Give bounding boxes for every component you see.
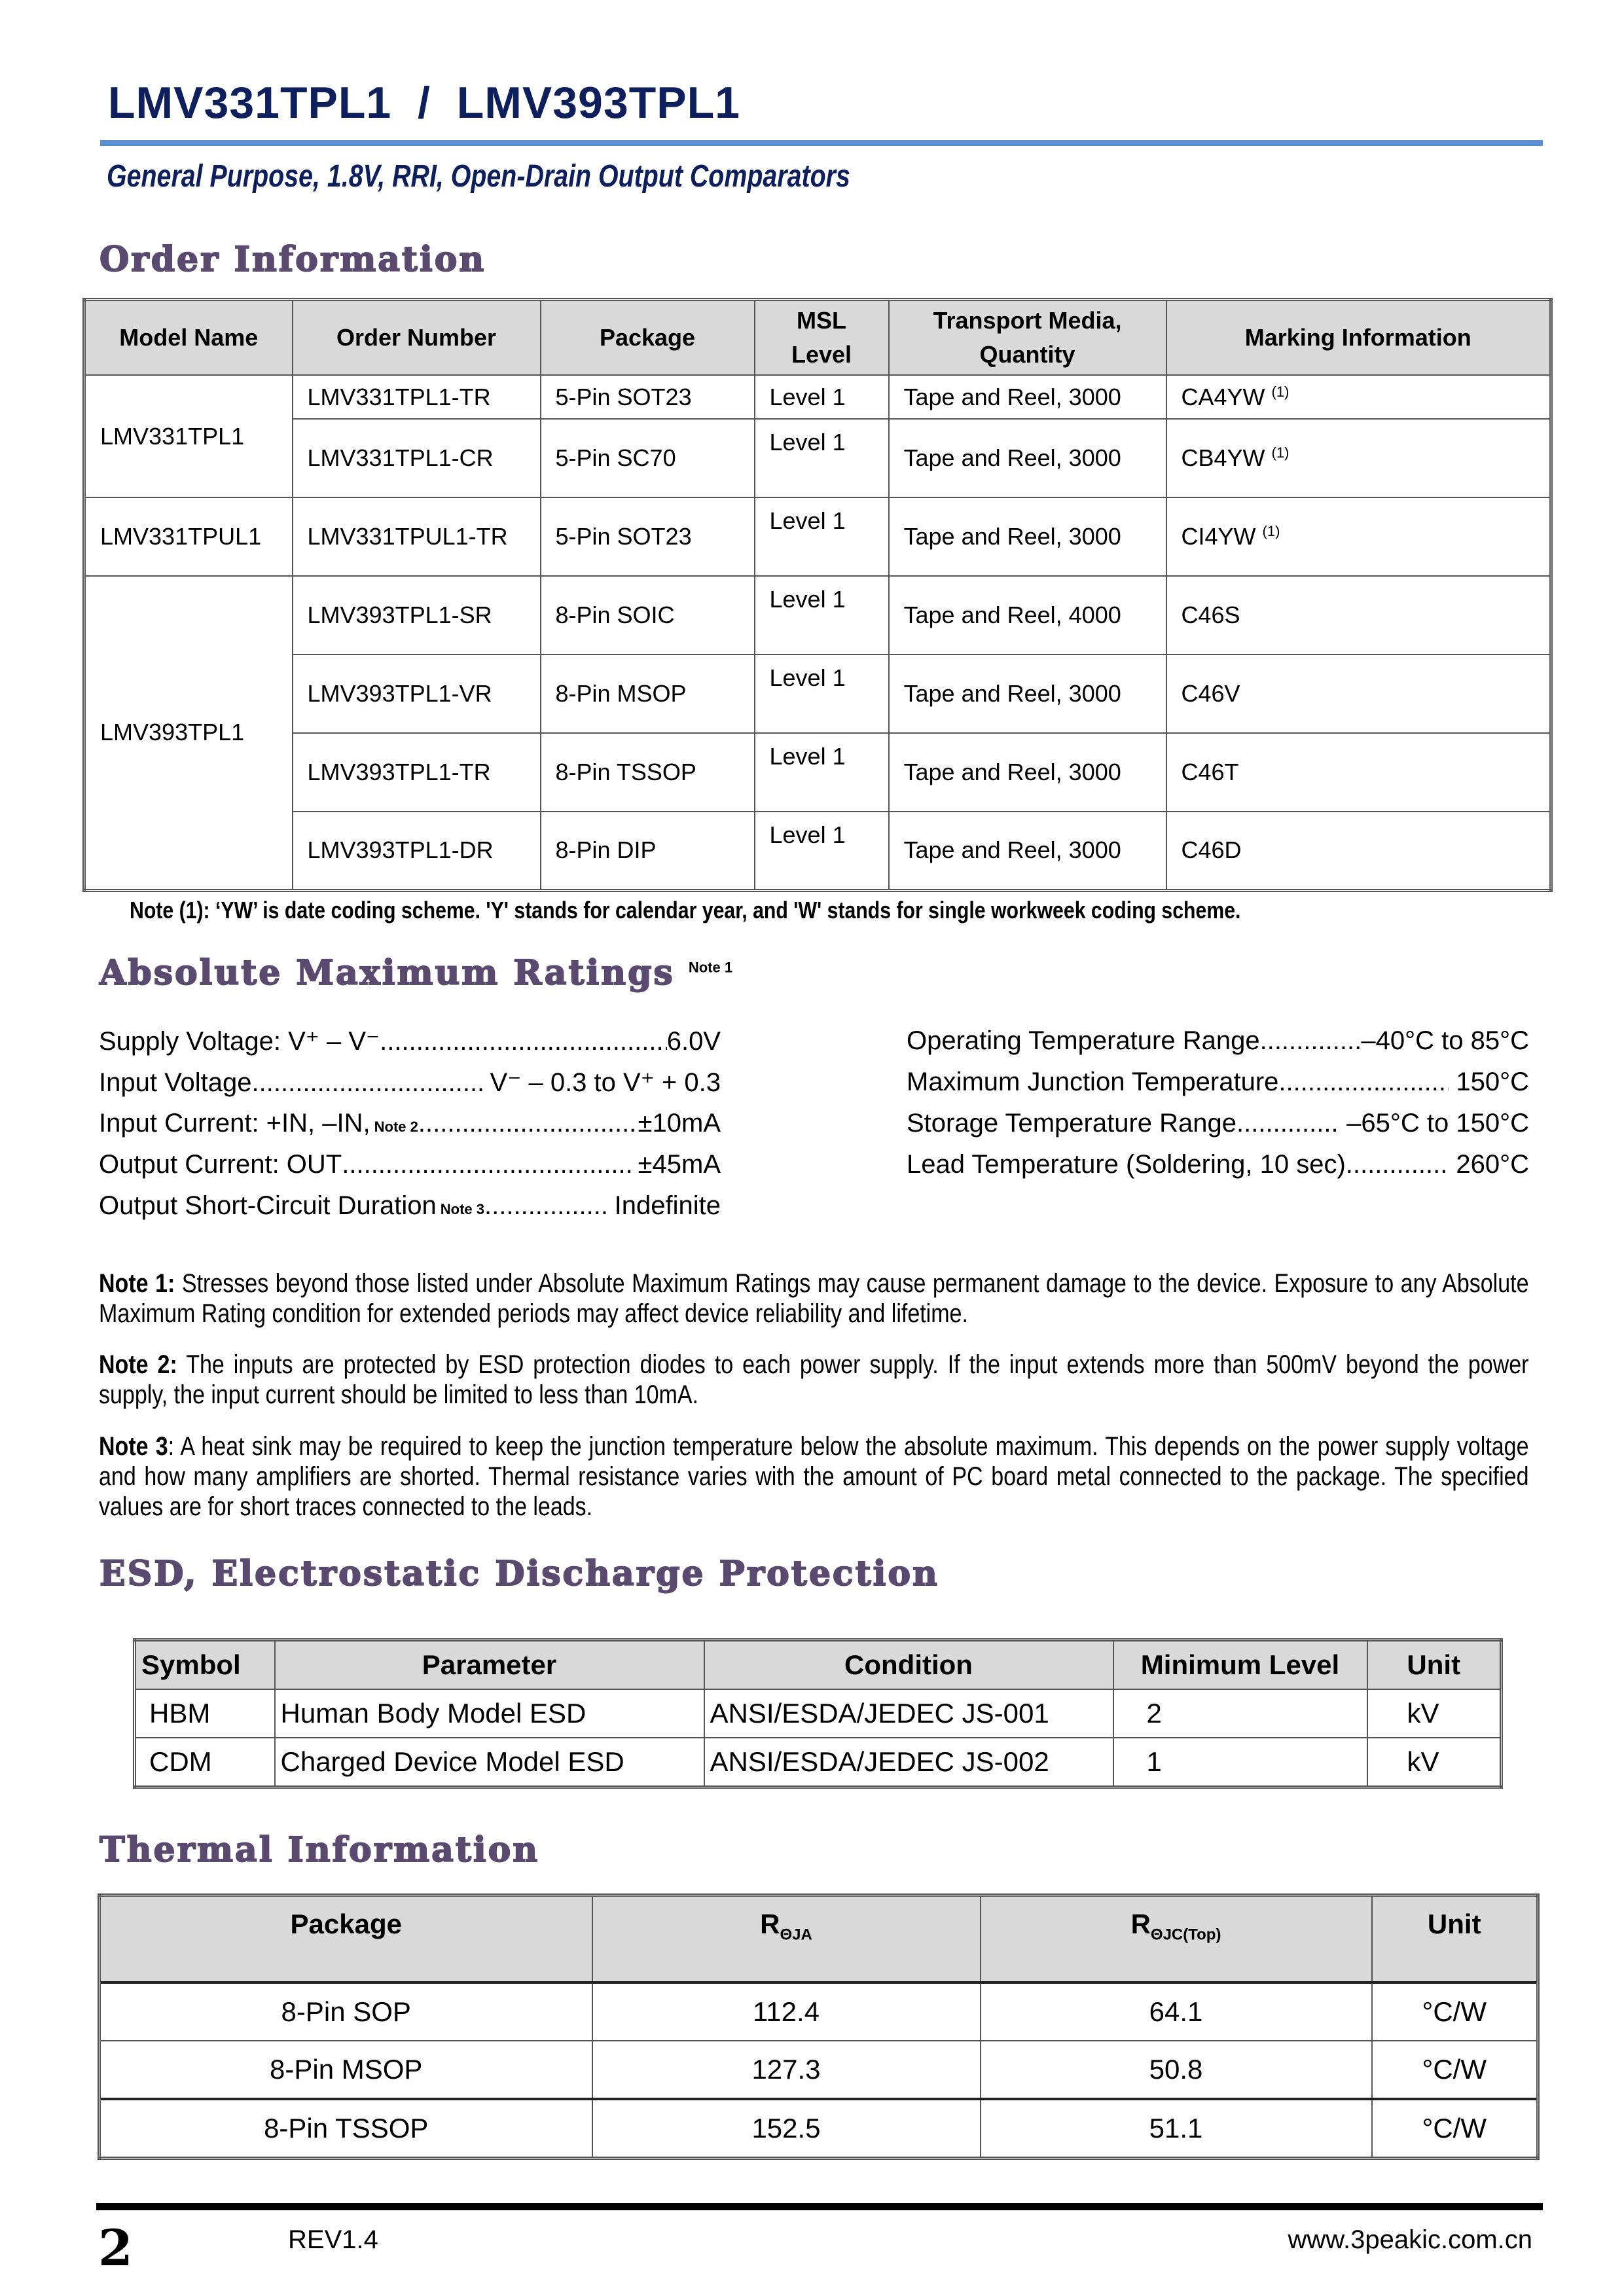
table-row bbox=[84, 497, 1551, 576]
rating-note: Note 2 bbox=[374, 1119, 418, 1135]
rja-cell: 127.3 bbox=[592, 2041, 981, 2099]
table-row bbox=[84, 419, 1551, 497]
footnote-ref: (1) bbox=[1262, 523, 1280, 539]
thermal-table bbox=[98, 1893, 1540, 2160]
rating-value: ±45mA bbox=[630, 1150, 721, 1179]
table-row bbox=[99, 2099, 1538, 2159]
table-row bbox=[99, 2041, 1538, 2099]
package-cell: 8-Pin TSSOP bbox=[541, 733, 755, 812]
package-cell: 8-Pin SOIC bbox=[541, 576, 755, 655]
marking: CA4YW bbox=[1181, 383, 1265, 410]
rating-value: V⁻ – 0.3 to V⁺ + 0.3 bbox=[482, 1068, 721, 1097]
rating-label: Output Current: OUT bbox=[99, 1150, 342, 1179]
esd-table bbox=[133, 1638, 1503, 1789]
unit-cell: kV bbox=[1367, 1738, 1502, 1787]
website-link[interactable]: www.3peakic.com.cn bbox=[1288, 2225, 1532, 2254]
order-number-cell: LMV331TPL1-CR bbox=[293, 419, 541, 497]
unit-cell: kV bbox=[1367, 1689, 1502, 1738]
transport-header: Transport Media, Quantity bbox=[933, 306, 1122, 368]
column-header bbox=[755, 300, 889, 376]
column-header: Package bbox=[99, 1895, 592, 1983]
absolute-maximum-ratings-heading bbox=[99, 953, 732, 993]
level-cell: 2 bbox=[1113, 1689, 1367, 1738]
table-row bbox=[84, 812, 1551, 890]
rating-value: Indefinite bbox=[607, 1191, 721, 1220]
header-text: R bbox=[760, 1909, 780, 1939]
thermal-information-heading: Thermal Information bbox=[99, 1830, 540, 1870]
note-label: Note 2: bbox=[99, 1350, 177, 1379]
table-header-row bbox=[135, 1640, 1502, 1690]
rating-item bbox=[99, 1026, 721, 1067]
unit-cell: °C/W bbox=[1372, 2041, 1538, 2099]
transport-cell: Tape and Reel, 3000 bbox=[889, 419, 1166, 497]
msl-header: MSL Level bbox=[791, 306, 852, 368]
dot-leader bbox=[1260, 1026, 1362, 1056]
condition-cell: ANSI/ESDA/JEDEC JS-002 bbox=[704, 1738, 1113, 1787]
column-header bbox=[889, 300, 1166, 376]
transport-cell: Tape and Reel, 4000 bbox=[889, 576, 1166, 655]
msl-cell: Level 1 bbox=[755, 375, 889, 419]
note-label: Note 3 bbox=[99, 1432, 168, 1461]
order-number-cell: LMV393TPL1-TR bbox=[293, 733, 541, 812]
dot-leader bbox=[1236, 1109, 1339, 1138]
msl-cell: Level 1 bbox=[755, 812, 889, 890]
rating-label: Input Current: +IN, –IN, bbox=[99, 1109, 370, 1138]
dot-leader bbox=[342, 1150, 630, 1179]
rja-cell: 152.5 bbox=[592, 2099, 981, 2159]
transport-cell: Tape and Reel, 3000 bbox=[889, 655, 1166, 733]
msl-cell: Level 1 bbox=[755, 497, 889, 576]
condition-cell: ANSI/ESDA/JEDEC JS-001 bbox=[704, 1689, 1113, 1738]
rating-label: Input Voltage bbox=[99, 1068, 252, 1097]
parameter-cell: Charged Device Model ESD bbox=[275, 1738, 704, 1787]
footer-rule bbox=[96, 2203, 1543, 2210]
ratings-right-column bbox=[907, 1026, 1529, 1191]
esd-heading: ESD, Electrostatic Discharge Protection bbox=[99, 1554, 939, 1594]
table-header-row bbox=[99, 1895, 1538, 1983]
rating-value: –40°C to 85°C bbox=[1361, 1026, 1529, 1055]
header-rule bbox=[100, 140, 1543, 146]
note-text: : A heat sink may be required to keep the junction temperature below the absolute maximum. This depends on the power supply voltage and how many amplifiers are shorted. Thermal resistance varies with the amount of PC board metal connected to the package. The specified values are for short traces connected to the leads. bbox=[99, 1432, 1529, 1521]
dot-leader bbox=[1346, 1150, 1449, 1179]
marking-cell bbox=[1166, 375, 1551, 419]
marking-cell: C46S bbox=[1166, 576, 1551, 655]
column-header bbox=[592, 1895, 981, 1983]
order-number-cell: LMV393TPL1-SR bbox=[293, 576, 541, 655]
msl-cell: Level 1 bbox=[755, 576, 889, 655]
footnote-ref: (1) bbox=[1271, 444, 1290, 461]
rating-value: 260°C bbox=[1449, 1150, 1529, 1179]
table-row bbox=[135, 1738, 1502, 1787]
marking: CB4YW bbox=[1181, 444, 1265, 471]
rating-item bbox=[907, 1150, 1529, 1191]
package-cell: 8-Pin MSOP bbox=[99, 2041, 592, 2099]
note-1 bbox=[99, 1268, 1529, 1329]
document-subtitle: General Purpose, 1.8V, RRI, Open-Drain Output Comparators bbox=[107, 159, 850, 194]
column-header: Marking Information bbox=[1166, 300, 1551, 376]
column-header: Symbol bbox=[135, 1640, 275, 1690]
rating-value: 150°C bbox=[1449, 1067, 1529, 1096]
rating-item bbox=[907, 1109, 1529, 1150]
order-information-heading: Order Information bbox=[99, 240, 486, 279]
rating-label: Lead Temperature (Soldering, 10 sec) bbox=[907, 1150, 1346, 1179]
column-header: Parameter bbox=[275, 1640, 704, 1690]
marking-cell bbox=[1166, 497, 1551, 576]
rating-label: Maximum Junction Temperature bbox=[907, 1067, 1279, 1096]
column-header: Order Number bbox=[293, 300, 541, 376]
revision: REV1.4 bbox=[288, 2225, 378, 2254]
package-cell: 8-Pin TSSOP bbox=[99, 2099, 592, 2159]
table-row bbox=[99, 1982, 1538, 2041]
unit-cell: °C/W bbox=[1372, 2099, 1538, 2159]
ratings-left-column bbox=[99, 1026, 721, 1232]
msl-cell: Level 1 bbox=[755, 655, 889, 733]
transport-cell: Tape and Reel, 3000 bbox=[889, 375, 1166, 419]
column-header: Condition bbox=[704, 1640, 1113, 1690]
transport-cell: Tape and Reel, 3000 bbox=[889, 812, 1166, 890]
rjc-cell: 50.8 bbox=[981, 2041, 1372, 2099]
header-subscript: ΘJC(Top) bbox=[1150, 1926, 1221, 1944]
heading-text: Absolute Maximum Ratings bbox=[99, 953, 675, 993]
level-cell: 1 bbox=[1113, 1738, 1367, 1787]
parameter-cell: Human Body Model ESD bbox=[275, 1689, 704, 1738]
msl-cell: Level 1 bbox=[755, 733, 889, 812]
marking-cell bbox=[1166, 419, 1551, 497]
note-text: Stresses beyond those listed under Absolute Maximum Ratings may cause permanent damage to the device. Exposure to any Absolute Maximum Rating condition for extended periods may affect device reliability and lifetime. bbox=[99, 1269, 1529, 1328]
marking: CI4YW bbox=[1181, 523, 1256, 550]
rating-item bbox=[99, 1150, 721, 1191]
table-row bbox=[84, 655, 1551, 733]
column-header: Unit bbox=[1372, 1895, 1538, 1983]
rating-item bbox=[99, 1067, 721, 1109]
note-3 bbox=[99, 1431, 1529, 1522]
rja-cell: 112.4 bbox=[592, 1982, 981, 2041]
symbol-cell: CDM bbox=[135, 1738, 275, 1787]
package-cell: 5-Pin SC70 bbox=[541, 419, 755, 497]
footnote-ref: (1) bbox=[1271, 383, 1290, 400]
rating-value: ±10mA bbox=[638, 1109, 721, 1138]
package-cell: 5-Pin SOT23 bbox=[541, 497, 755, 576]
rating-note: Note 3 bbox=[440, 1201, 485, 1217]
header-subscript: ΘJA bbox=[780, 1926, 812, 1944]
dot-leader bbox=[418, 1109, 638, 1138]
page-number: 2 bbox=[98, 2219, 133, 2277]
dot-leader bbox=[1278, 1067, 1449, 1097]
transport-cell: Tape and Reel, 3000 bbox=[889, 733, 1166, 812]
note-text: The inputs are protected by ESD protection diodes to each power supply. If the input extends more than 500mV beyond the power supply, the input current should be limited to less than 10mA. bbox=[99, 1350, 1529, 1409]
rating-value: –65°C to 150°C bbox=[1339, 1109, 1529, 1138]
note-2 bbox=[99, 1350, 1529, 1410]
model-cell: LMV393TPL1 bbox=[84, 576, 293, 890]
dot-leader bbox=[484, 1191, 607, 1221]
document-title: LMV331TPL1 / LMV393TPL1 bbox=[108, 78, 740, 128]
unit-cell: °C/W bbox=[1372, 1982, 1538, 2041]
order-number-cell: LMV393TPL1-DR bbox=[293, 812, 541, 890]
package-cell: 5-Pin SOT23 bbox=[541, 375, 755, 419]
order-number-cell: LMV331TPL1-TR bbox=[293, 375, 541, 419]
table-row bbox=[84, 576, 1551, 655]
package-cell: 8-Pin MSOP bbox=[541, 655, 755, 733]
marking-cell: C46D bbox=[1166, 812, 1551, 890]
table-row bbox=[84, 375, 1551, 419]
rating-label: Output Short-Circuit Duration bbox=[99, 1191, 437, 1220]
rating-item bbox=[907, 1026, 1529, 1067]
order-number-cell: LMV393TPL1-VR bbox=[293, 655, 541, 733]
package-cell: 8-Pin SOP bbox=[99, 1982, 592, 2041]
note-label: Note 1: bbox=[99, 1269, 175, 1298]
rjc-cell: 64.1 bbox=[981, 1982, 1372, 2041]
symbol-cell: HBM bbox=[135, 1689, 275, 1738]
package-cell: 8-Pin DIP bbox=[541, 812, 755, 890]
marking-cell: C46V bbox=[1166, 655, 1551, 733]
table-header-row bbox=[84, 300, 1551, 376]
table-row bbox=[84, 733, 1551, 812]
rating-item bbox=[99, 1109, 721, 1150]
rating-label: Storage Temperature Range bbox=[907, 1109, 1237, 1138]
model-cell: LMV331TPL1 bbox=[84, 375, 293, 497]
header-text: R bbox=[1130, 1909, 1151, 1939]
order-number-cell: LMV331TPUL1-TR bbox=[293, 497, 541, 576]
dot-leader bbox=[380, 1027, 667, 1056]
table-row bbox=[135, 1689, 1502, 1738]
heading-note: Note 1 bbox=[688, 959, 733, 976]
msl-cell: Level 1 bbox=[755, 419, 889, 497]
rating-value: 6.0V bbox=[666, 1027, 721, 1056]
model-cell: LMV331TPUL1 bbox=[84, 497, 293, 576]
rating-item bbox=[99, 1191, 721, 1232]
order-information-table bbox=[82, 298, 1553, 892]
marking-cell: C46T bbox=[1166, 733, 1551, 812]
rating-label: Operating Temperature Range bbox=[907, 1026, 1260, 1055]
rjc-cell: 51.1 bbox=[981, 2099, 1372, 2159]
rating-label: Supply Voltage: V⁺ – V⁻ bbox=[99, 1027, 380, 1056]
order-footnote: Note (1): ‘YW’ is date coding scheme. 'Y' stands for calendar year, and 'W' stands for single workweek coding scheme. bbox=[130, 897, 1241, 924]
column-header: Model Name bbox=[84, 300, 293, 376]
column-header bbox=[981, 1895, 1372, 1983]
rating-item bbox=[907, 1067, 1529, 1109]
column-header: Minimum Level bbox=[1113, 1640, 1367, 1690]
dot-leader bbox=[252, 1068, 483, 1098]
column-header: Unit bbox=[1367, 1640, 1502, 1690]
column-header: Package bbox=[541, 300, 755, 376]
transport-cell: Tape and Reel, 3000 bbox=[889, 497, 1166, 576]
